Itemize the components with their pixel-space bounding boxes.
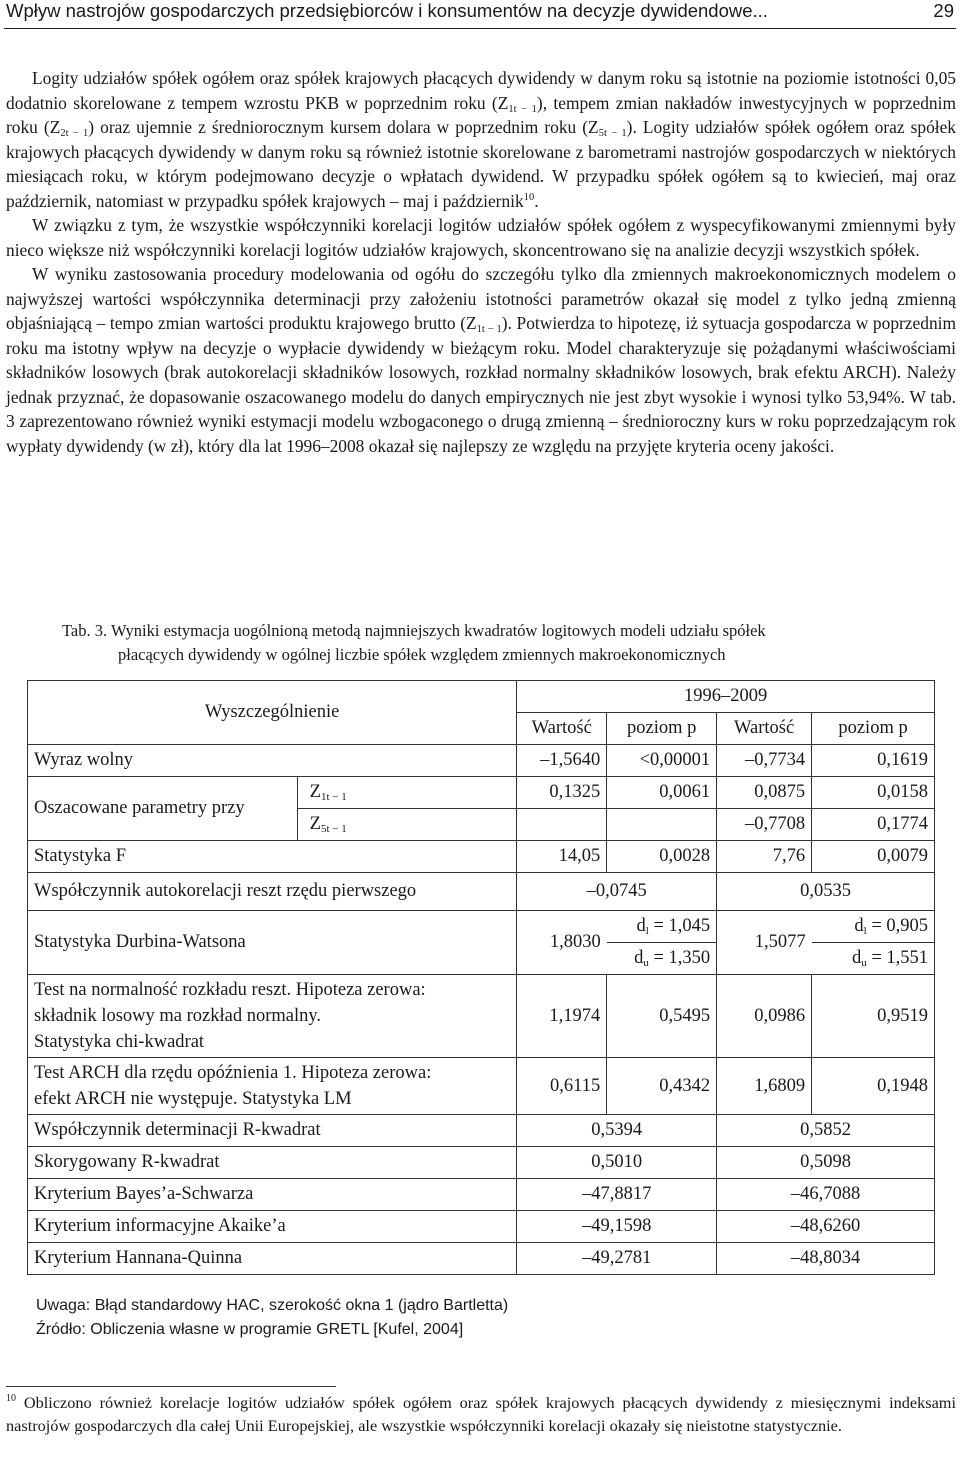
header-value-1: Wartość [517,713,607,745]
cell-pvalue: 0,0061 [607,777,717,809]
table-row-aic [28,1211,935,1243]
cell-du-2 [812,943,935,975]
cell-pvalue: 0,9519 [812,975,935,1058]
table-row-adjr2 [28,1147,935,1179]
caption-line-1: Tab. 3. Wyniki estymacja uogólnioną metodą najmniejszych kwadratów logitowych modeli udziału spółek [62,621,766,640]
cell-value: –48,6260 [717,1211,935,1243]
p1-subscript-2: 2t − 1 [60,128,89,139]
cell-value: 0,6115 [517,1058,607,1115]
header-period: 1996–2009 [517,681,935,713]
header-value-2: Wartość [717,713,812,745]
row-label: Współczynnik determinacji R-kwadrat [28,1115,517,1147]
p1-subscript-1: 1t − 1 [508,103,537,115]
var-z1 [297,777,517,809]
dl-subscript: l [863,925,867,937]
label-line: składnik losowy ma rozkład normalny. [34,1006,322,1026]
p1-text-a: Logity udziałów spółek ogółem oraz spółek krajowych płacących dywidendy w danym roku są istotnie na poziomie istotności 0,05 dodatnio skorelowane z tempem wzrostu PKB w poprzednim roku (Z [6,68,956,113]
cell-pvalue: 0,1619 [812,745,935,777]
footnote-text: Obliczono również korelacje logitów udziałów spółek ogółem oraz spółek krajowych płacących dywidendy z miesięcznymi indeksami nastrojów gospodarczych dla całej Unii Europejskiej, ale wszystkie współczynniki korelacji okazały się nieistotne statystycznie. [6,1393,956,1435]
cell-dl-1 [607,911,717,943]
table-row-bic [28,1179,935,1211]
row-label [28,1058,517,1115]
cell-value: 1,5077 [717,911,812,975]
cell-value: 0,5010 [517,1147,717,1179]
cell-dl-2 [812,911,935,943]
cell-value: –46,7088 [717,1179,935,1211]
cell-value: 0,5394 [517,1115,717,1147]
footnote-reference: 10 [523,191,535,203]
footnote-number: 10 [6,1393,16,1404]
cell-pvalue: 0,4342 [607,1058,717,1115]
label-line: efekt ARCH nie występuje. Statystyka LM [34,1089,352,1109]
du-value: = 1,551 [866,948,928,968]
table-row-dw-1 [28,911,935,943]
table-row-autocorr [28,873,935,911]
row-label [28,975,517,1058]
table-source: Źródło: Obliczenia własne w programie GRETL [Kufel, 2004] [36,1321,464,1338]
p3-text-a: W wyniku zastosowania procedury modelowania od ogółu do szczegółu tylko dla zmiennych makroekonomicznych modelem o najwyższej wartości współczynnika determinacji przy założeniu istotności parametrów okazał się model z tylko jedną zmienną objaśniającą – tempo zmian wartości produktu krajowego brutto (Z [6,264,956,333]
label-line: Test ARCH dla rzędu opóźnienia 1. Hipoteza zerowa: [34,1063,432,1083]
cell-value: –1,5640 [517,745,607,777]
dl-value: = 0,905 [866,916,928,936]
du-value: = 1,350 [648,948,711,968]
p1-text-c: ) oraz ujemnie z średniorocznym kursem dolara w poprzednim roku (Z [88,117,599,137]
dl-symbol: d [854,916,864,936]
paragraph-3 [6,262,956,458]
cell-value: 0,5098 [717,1147,935,1179]
table-note: Uwaga: Błąd standardowy HAC, szerokość okna 1 (jądro Bartletta) [36,1297,509,1314]
row-label: Statystyka Durbina-Watsona [28,911,517,975]
cell-value: 1,8030 [517,911,607,975]
table-row-hq [28,1243,935,1275]
running-head [6,0,956,26]
var-z5 [297,809,517,841]
cell-value: 14,05 [517,841,607,873]
cell-value: 1,1974 [517,975,607,1058]
row-label: Statystyka F [28,841,517,873]
table-row-normality [28,975,935,1058]
cell-value: –48,8034 [717,1243,935,1275]
header-p-1: poziom p [607,713,717,745]
footnote-rule [6,1386,336,1387]
running-head-title: Wpływ nastrojów gospodarczych przedsiębiorców i konsumentów na decyzje dywidendowe... [6,0,768,21]
cell-pvalue: <0,00001 [607,745,717,777]
cell-value: 0,1325 [517,777,607,809]
table-row-fstat [28,841,935,873]
label-line: Statystyka chi-kwadrat [34,1032,205,1052]
row-label: Wyraz wolny [28,745,517,777]
p3-subscript: 1t − 1 [476,324,502,335]
footnote [6,1392,956,1437]
du-symbol: d [851,948,862,968]
table-row-intercept [28,745,935,777]
var-z5-symbol: Z [309,814,321,834]
dl-value: = 1,045 [648,916,711,936]
cell-value: 0,0986 [717,975,812,1058]
header-p-2: poziom p [812,713,935,745]
cell-du-1 [607,943,717,975]
header-rule [4,28,956,29]
cell-pvalue: 0,1774 [812,809,935,841]
cell-value: 0,5852 [717,1115,935,1147]
row-label: Współczynnik autokorelacji reszt rzędu pierwszego [28,873,517,911]
cell-value: –0,7708 [717,809,812,841]
cell-pvalue: 0,0079 [812,841,935,873]
results-table [27,680,935,1275]
row-label: Kryterium Hannana-Quinna [28,1243,517,1275]
du-subscript: u [861,957,867,969]
table-row-arch [28,1058,935,1115]
p3-text-b: ). Potwierdza to hipotezę, iż sytuacja gospodarcza w poprzednim roku ma istotny wpływ na decyzje o wypłacie dywidendy w bieżącym roku. Model charakteryzuje się pożądanymi właściwościami składników losowych (brak autokorelacji składników losowych, rozkład normalny składników losowych, brak efektu ARCH). Należy jednak przyznać, że dopasowanie oszacowanego modelu do danych empirycznych nie jest zbyt wysokie i wynosi tylko 53,94%. W tab. 3 zaprezentowano również wyniki estymacji modelu wzbogaconego o drugą zmienną – średnioroczny kurs w roku poprzedzającym rok wypłaty dywidendy (w zł), który dla lat 1996–2008 okazał się najlepszy ze względu na przyjęte kryteria oceny jakości. [6,313,956,456]
body-text [6,66,956,458]
cell-value: 1,6809 [717,1058,812,1115]
page-number: 29 [933,0,954,21]
table-row-z1 [28,777,935,809]
table-caption [62,619,942,667]
cell-value: –49,1598 [517,1211,717,1243]
cell-pvalue: 0,1948 [812,1058,935,1115]
table-notes [36,1294,508,1342]
p1-subscript-3: 5t − 1 [598,128,627,139]
params-label: Oszacowane parametry przy [28,777,298,841]
du-subscript: u [643,957,649,969]
table-row-r2 [28,1115,935,1147]
label-line: Test na normalność rozkładu reszt. Hipoteza zerowa: [34,980,426,1000]
cell-value: –47,8817 [517,1179,717,1211]
var-z1-subscript: 1t − 1 [320,791,347,803]
var-z5-subscript: 5t − 1 [320,823,347,835]
row-label: Skorygowany R-kwadrat [28,1147,517,1179]
cell-value: 7,76 [717,841,812,873]
cell-pvalue: 0,5495 [607,975,717,1058]
row-label: Kryterium informacyjne Akaike’a [28,1211,517,1243]
du-symbol: d [634,948,644,968]
var-z1-symbol: Z [309,782,321,802]
p1-text-b: ), tempem zmian nakładów inwestycyjnych w poprzednim roku (Z [6,92,956,137]
paragraph-1 [6,66,956,213]
header-specification: Wyszczególnienie [28,681,517,745]
cell-value: 0,0875 [717,777,812,809]
cell-value: 0,0535 [717,873,935,911]
p1-text-d: ). Logity udziałów spółek ogółem oraz spółek krajowych płacących dywidendy w danym roku są również istotnie skorelowane z barometrami nastrojów gospodarczych w niektórych miesiącach roku, w którym podejmowano decyzje o wpłatach dywidend. W przypadku spółek ogółem są to kwiecień, maj oraz październik, natomiast w przypadku spółek krajowych – maj i październik [6,117,957,211]
cell-pvalue: 0,0028 [607,841,717,873]
dl-symbol: d [636,916,646,936]
p1-text-e: . [534,190,539,211]
dl-subscript: l [645,925,649,937]
paragraph-2: W związku z tym, że wszystkie współczynniki korelacji logitów udziałów spółek ogółem z wyspecyfikowanymi zmiennymi były nieco większe niż współczynniki korelacji logitów udziałów krajowych, skoncentrowano się na analizie decyzji wszystkich spółek. [6,215,956,260]
table-header-row-1 [28,681,935,713]
row-label: Kryterium Bayes’a-Schwarza [28,1179,517,1211]
cell-empty [607,809,717,841]
cell-value: –0,7734 [717,745,812,777]
cell-pvalue: 0,0158 [812,777,935,809]
cell-empty [517,809,607,841]
cell-value: –49,2781 [517,1243,717,1275]
caption-line-2: płacących dywidendy w ogólnej liczbie spółek względem zmiennych makroekonomicznych [118,645,726,664]
cell-value: –0,0745 [517,873,717,911]
